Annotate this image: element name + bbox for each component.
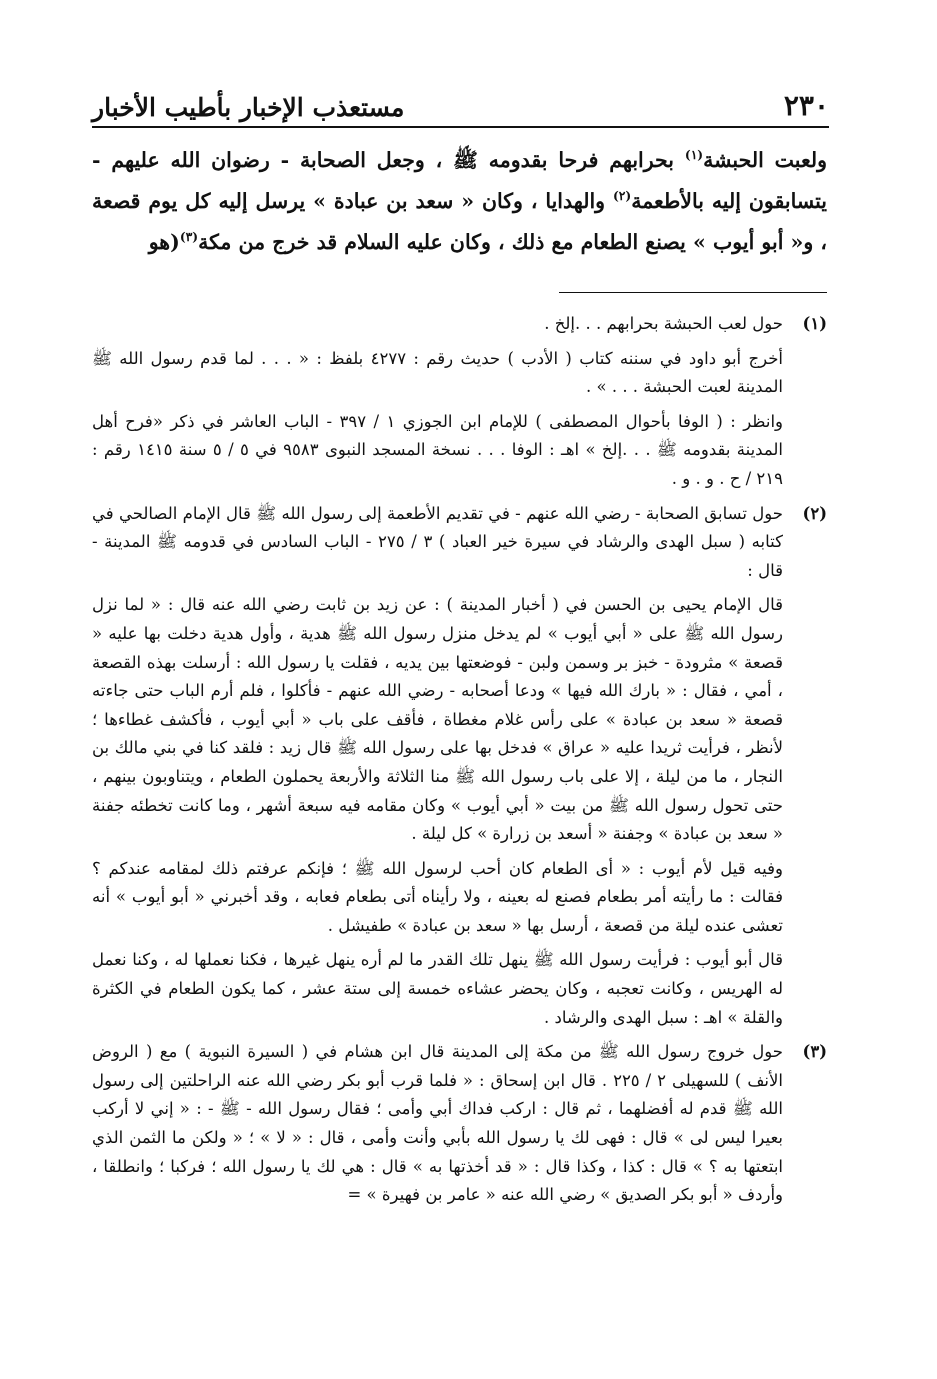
footnote-body — [92, 310, 783, 494]
main-text-segment: والهدايا ، وكان « سعد بن عبادة » يرسل إليه كل يوم قصعة ، و« أبو أيوب » يصنع الطعام مع ذلك ، وكان عليه السلام قد خرج من مكة — [92, 189, 827, 254]
footnote-1 — [92, 310, 827, 494]
footnote-paragraph: وفيه قيل لأم أيوب : « أى الطعام كان أحب لرسول الله ﷺ ؛ فإنكم عرفتم ذلك لمقامه عندكم ؟ فقالت : ما رأيته أمر بطعام فصنع له بعينه ، ولا رأيناه أتى بطعام فعابه ، وقد أخبرني « أبو أيوب » أنه تعشى عنده ليلة من قصعة ، أرسل بها « سعد بن عبادة » طفيشل . — [92, 858, 783, 935]
main-text — [92, 140, 827, 263]
footnote-body — [92, 1038, 783, 1210]
main-paragraph — [92, 140, 827, 263]
footnote-number: (٣) — [802, 1042, 827, 1062]
footnote-paragraph: قال أبو أيوب : فرأيت رسول الله ﷺ ينهل تلك القدر ما لم أره ينهل غيرها ، فكنا نعملها له ، وكنا نعمل له الهريس ، وكانت تعجبه ، وكان يحضر عشاءه خمسة إلى ستة عشر ، كما يكون الطعام في الكثرة والقلة » اهـ : سبل الهدى والرشاد . — [92, 950, 783, 1027]
footnote-ref-2[interactable]: (٢) — [612, 188, 632, 204]
footnote-paragraph: أخرج أبو داود في سننه كتاب ( الأدب ) حديث رقم : ٤٢٧٧ بلفظ : « . . . لما قدم رسول الله ﷺ المدينة لعبت الحبشة . . . » . — [92, 348, 784, 397]
footnote-body — [92, 500, 783, 1033]
footnote-paragraph: وانظر : ( الوفا بأحوال المصطفى ) للإمام ابن الجوزي ١ / ٣٩٧ - الباب العاشر في ذكر «فرح أهل المدينة بقدومه ﷺ . . .إلخ » اهـ : الوفا . . . نسخة المسجد النبوى ٩٥٨٣ في ٥ / ٥ سنة ١٤١٥ رقم : ٢١٩ / ح . و . و . — [92, 411, 783, 488]
page-header — [92, 78, 829, 128]
page-number: ٢٣٠ — [783, 89, 829, 122]
footnote-3 — [92, 1038, 827, 1210]
footnote-separator — [559, 292, 827, 293]
footnote-number: (١) — [802, 314, 827, 333]
running-title: مستعذب الإخبار بأطيب الأخبار — [92, 93, 405, 122]
footnote-ref-1[interactable]: (١) — [684, 147, 704, 163]
footnote-paragraph: حول خروج رسول الله ﷺ من مكة إلى المدينة قال ابن هشام في ( السيرة النبوية ) مع ( الروض الأنف ) للسهيلى ٢ / ٢٢٥ . قال ابن إسحاق : « فلما قرب أبو بكر رضي الله عنه الراحلتين إلى رسول الله ﷺ قدم له أفضلهما ، ثم قال : اركب فداك أبي وأمى ؛ فقال رسول الله - ﷺ - : « إني لا أركب بعيرا ليس لى » قال : فهى لك يا رسول الله بأبي وأنت وأمى ، قال : « لا » ؛ « ولكن ما الثمن الذي ابتعتها به ؟ » قال : كذا ، وكذا قال : « قد أخذتها به » قال : هي لك يا رسول الله ؛ فركبا ؛ وانطلقا ، وأردف « أبو بكر الصديق » رضي الله عنه « عامر بن فهيرة » = — [92, 1042, 783, 1205]
main-text-segment: بحرابهم فرحا بقدومه ﷺ ، وجعل الصحابة - رضوان الله عليهم - يتسابقون إليه بالأطعمة — [92, 148, 827, 213]
footnote-ref-3[interactable]: (٣) — [179, 229, 199, 245]
footnote-paragraph: قال الإمام يحيى بن الحسن في ( أخبار المدينة ) : عن زيد بن ثابت رضي الله عنه قال : « لما نزل رسول الله ﷺ على « أبي أيوب » لم يدخل منزل رسول الله ﷺ هدية ، وأول هدية دخلت بها عليه « قصعة » مثرودة - خبز بر وسمن ولبن - فوضعتها بين يديه ، فقلت يا رسول الله : أرسلت بهذه القصعة ، أمي ، فقال : « بارك الله فيها » ودعا أصحابه - رضي الله عنهم - فأكلوا ، فلم أرم الباب حتى جاءته قصعة « سعد بن عبادة » على رأس غلام مغطاة ، فأقف على باب « أبي أيوب ، فأكشف غطاءها ؛ لأنظر ، فرأيت ثريدا عليه « عراق » فدخل بها على رسول الله ﷺ قال زيد : فلقد كنا في بني مالك بن النجار ، ما من ليلة ، إلا على باب رسول الله ﷺ منا الثلاثة والأربعة يحملون الطعام ، ويتناوبون بينهم ، حتى تحول رسول الله ﷺ من بيت « أبي أيوب » وكان مقامه فيه سبعة أشهر ، وما كانت تخطئه جفنة « سعد بن عبادة » وجفنة « أسعد بن زرارة » كل ليلة . — [92, 595, 783, 844]
footnote-paragraph: حول لعب الحبشة بحرابهم . . .إلخ . — [544, 314, 783, 333]
footnote-number: (٢) — [802, 503, 827, 523]
main-text-segment: ولعبت الحبشة — [703, 148, 827, 172]
footnote-paragraph: حول تسابق الصحابة - رضي الله عنهم - في تقديم الأطعمة إلى رسول الله ﷺ قال الإمام الصالحي في كتابه ( سبل الهدى والرشاد في سيرة خير العباد ) ٣ / ٢٧٥ - الباب السادس في قدومه ﷺ المدينة - قال : — [92, 503, 783, 580]
footnote-2 — [92, 500, 827, 1033]
footnotes — [92, 310, 827, 1210]
main-text-segment: (هو — [148, 230, 180, 254]
